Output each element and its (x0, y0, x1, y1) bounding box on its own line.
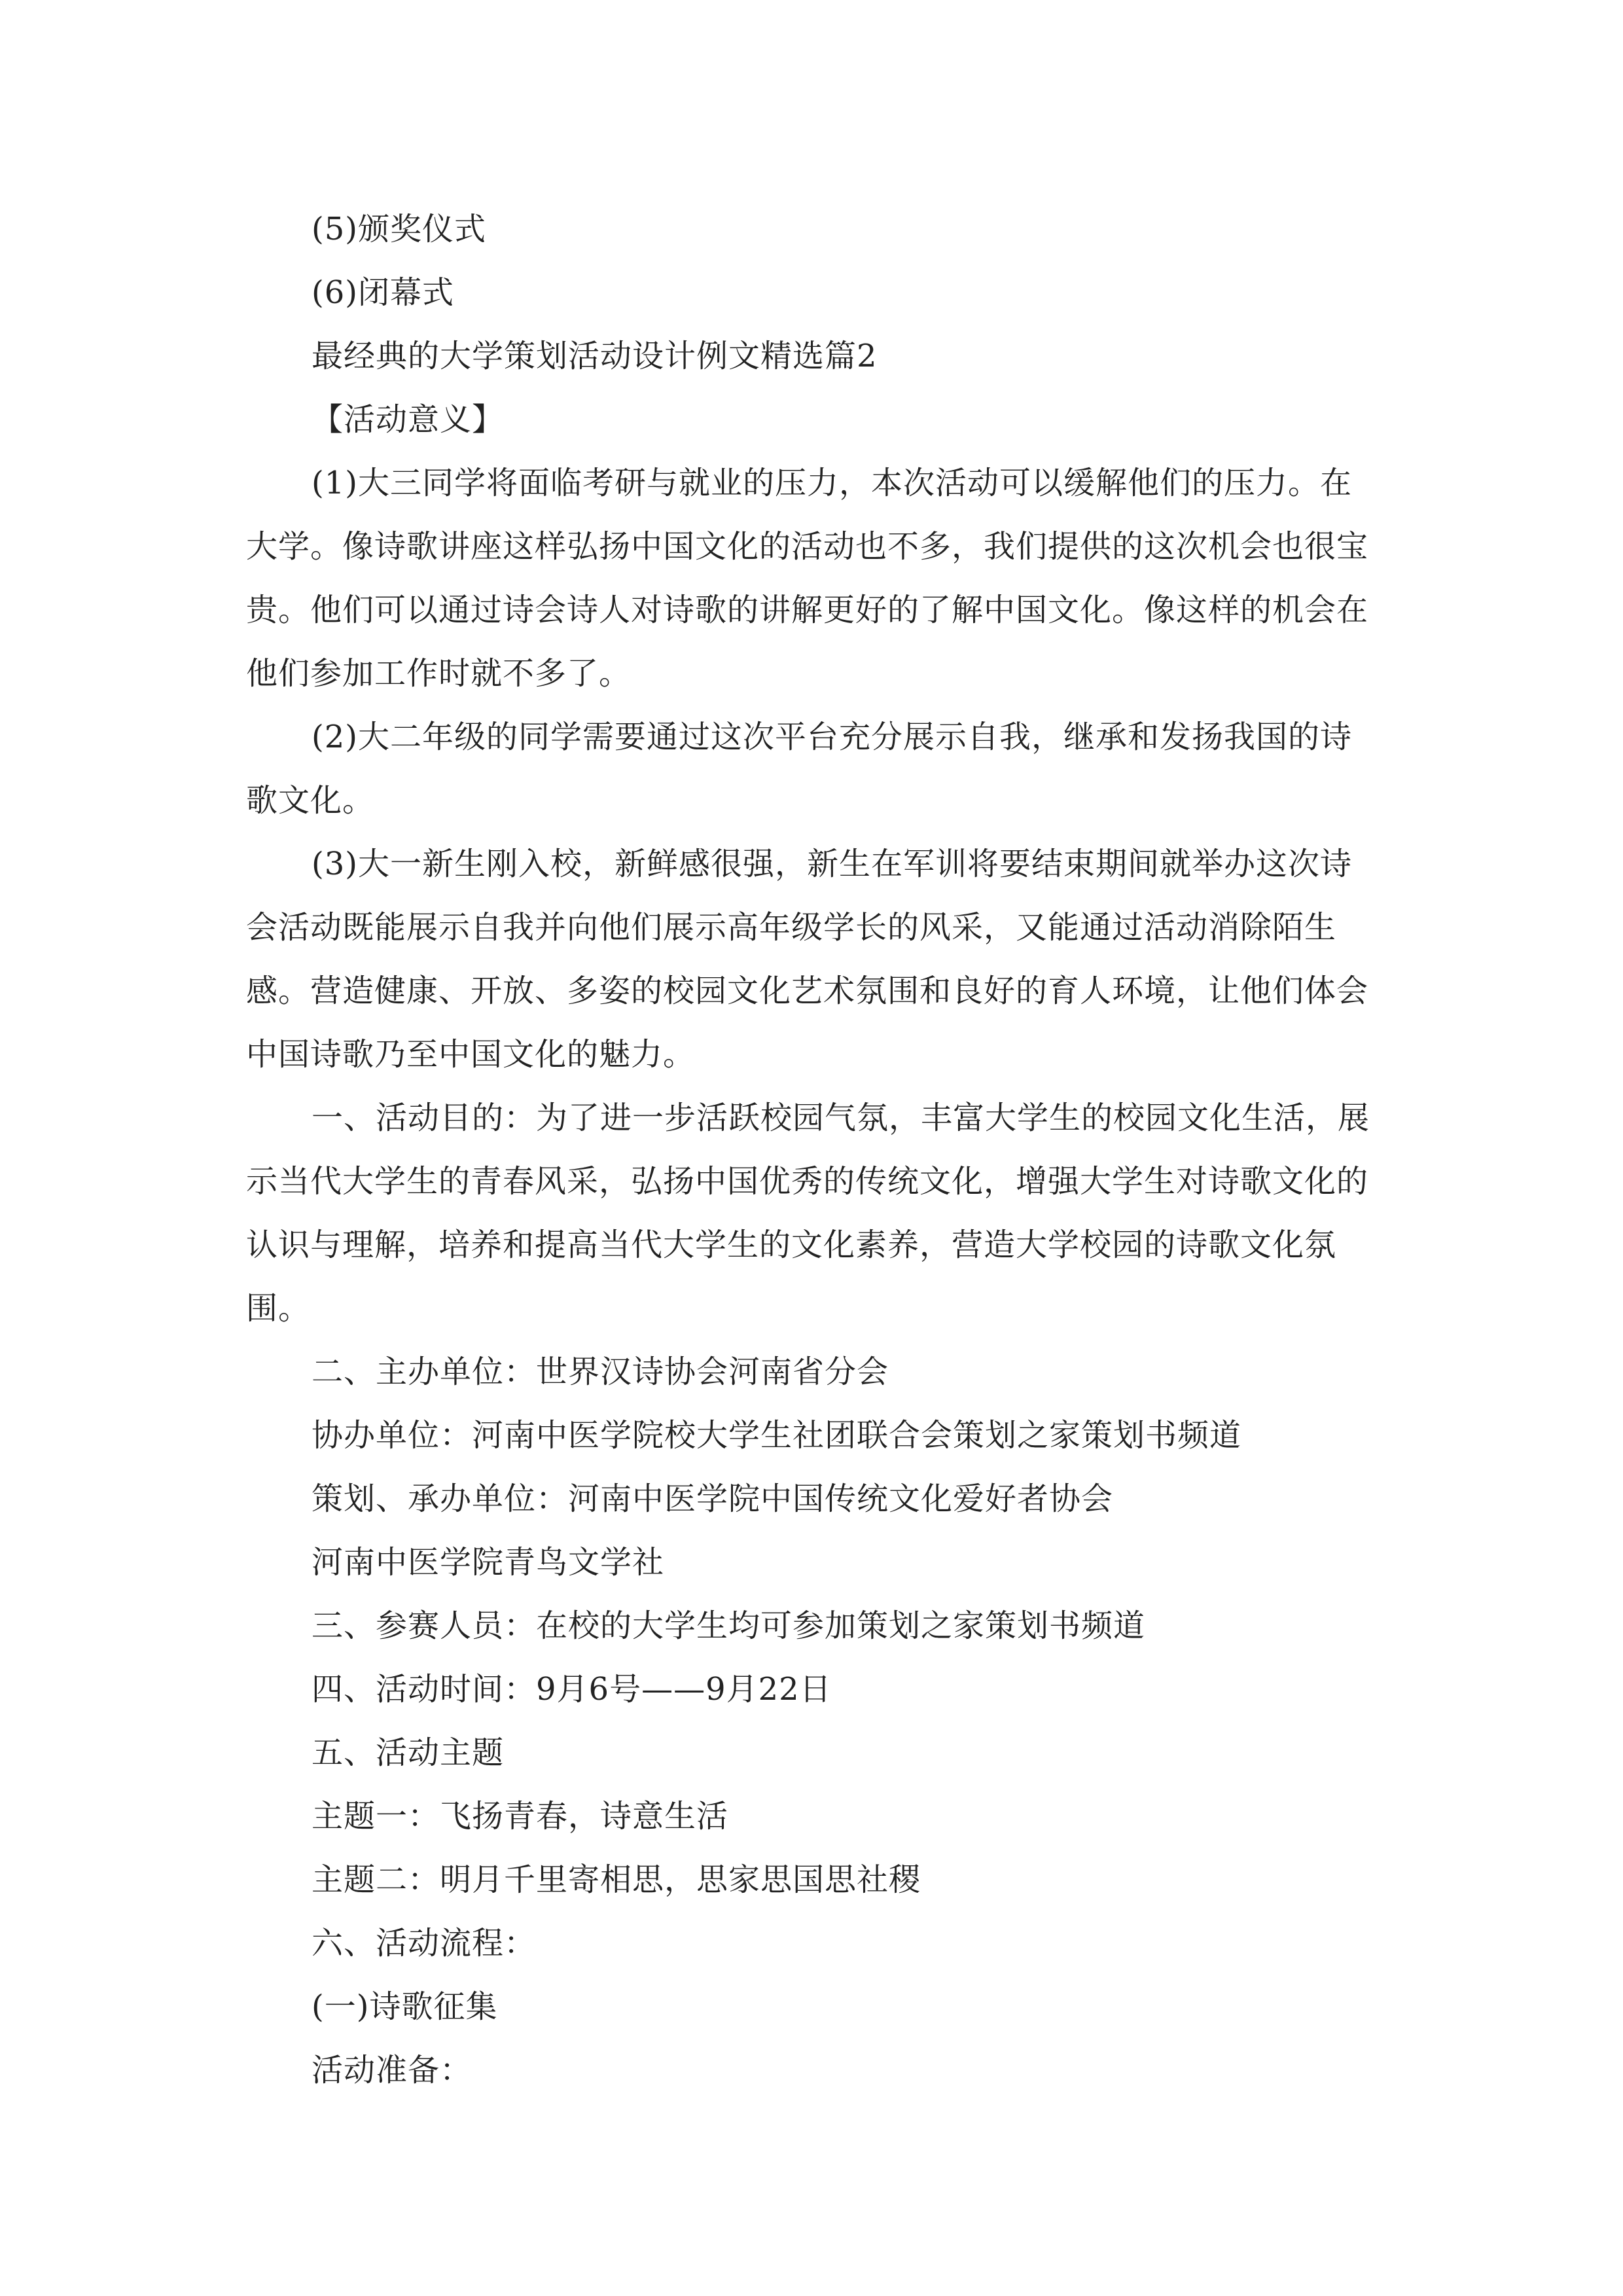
paragraph-theme-two: 主题二：明月千里寄相思，思家思国思社稷 (312, 1861, 921, 1898)
section-title: 最经典的大学策划活动设计例文精选篇2 (312, 338, 878, 374)
heading-activity-process: 六、活动流程： (312, 1925, 537, 1962)
paragraph-closing-ceremony: (6)闭幕式 (312, 274, 454, 311)
paragraph-freshman-students: (3)大一新生刚入校，新鲜感很强，新生在军训将要结束期间就举办这次诗会活动既能展示自我并向他们展示高年级学长的风采，又能通过活动消除陌生感。营造健康、开放、多姿的校园文化艺术氛围和良好的育人环境，让他们体会中国诗歌乃至中国文化的魅力。 (246, 846, 1369, 1073)
heading-activity-theme: 五、活动主题 (312, 1734, 505, 1771)
paragraph-activity-time: 四、活动时间：9月6号——9月22日 (312, 1671, 832, 1708)
paragraph-literary-society: 河南中医学院青鸟文学社 (312, 1544, 665, 1581)
heading-activity-significance: 【活动意义】 (312, 401, 505, 438)
paragraph-junior-students: (1)大三同学将面临考研与就业的压力，本次活动可以缓解他们的压力。在大学。像诗歌讲座这样弘扬中国文化的活动也不多，我们提供的这次机会也很宝贵。他们可以通过诗会诗人对诗歌的讲解更好的了解中国文化。像这样的机会在他们参加工作时就不多了。 (246, 465, 1369, 692)
paragraph-co-organizer: 协办单位：河南中医学院校大学生社团联合会策划之家策划书频道 (312, 1417, 1242, 1454)
paragraph-planner: 策划、承办单位：河南中医学院中国传统文化爱好者协会 (312, 1480, 1114, 1517)
paragraph-theme-one: 主题一：飞扬青春，诗意生活 (312, 1798, 729, 1835)
paragraph-participants: 三、参赛人员：在校的大学生均可参加策划之家策划书频道 (312, 1607, 1146, 1644)
paragraph-activity-preparation: 活动准备： (312, 2052, 473, 2089)
paragraph-organizer: 二、主办单位：世界汉诗协会河南省分会 (312, 1354, 889, 1390)
paragraph-sophomore-students: (2)大二年级的同学需要通过这次平台充分展示自我，继承和发扬我国的诗歌文化。 (246, 719, 1352, 819)
paragraph-award-ceremony: (5)颁奖仪式 (312, 211, 486, 247)
paragraph-poetry-collection: (一)诗歌征集 (312, 1988, 498, 2025)
document-body (246, 198, 1380, 2102)
paragraph-activity-purpose: 一、活动目的：为了进一步活跃校园气氛，丰富大学生的校园文化生活，展示当代大学生的青春风采，弘扬中国优秀的传统文化，增强大学生对诗歌文化的认识与理解，培养和提高当代大学生的文化素养，营造大学校园的诗歌文化氛围。 (246, 1100, 1370, 1327)
